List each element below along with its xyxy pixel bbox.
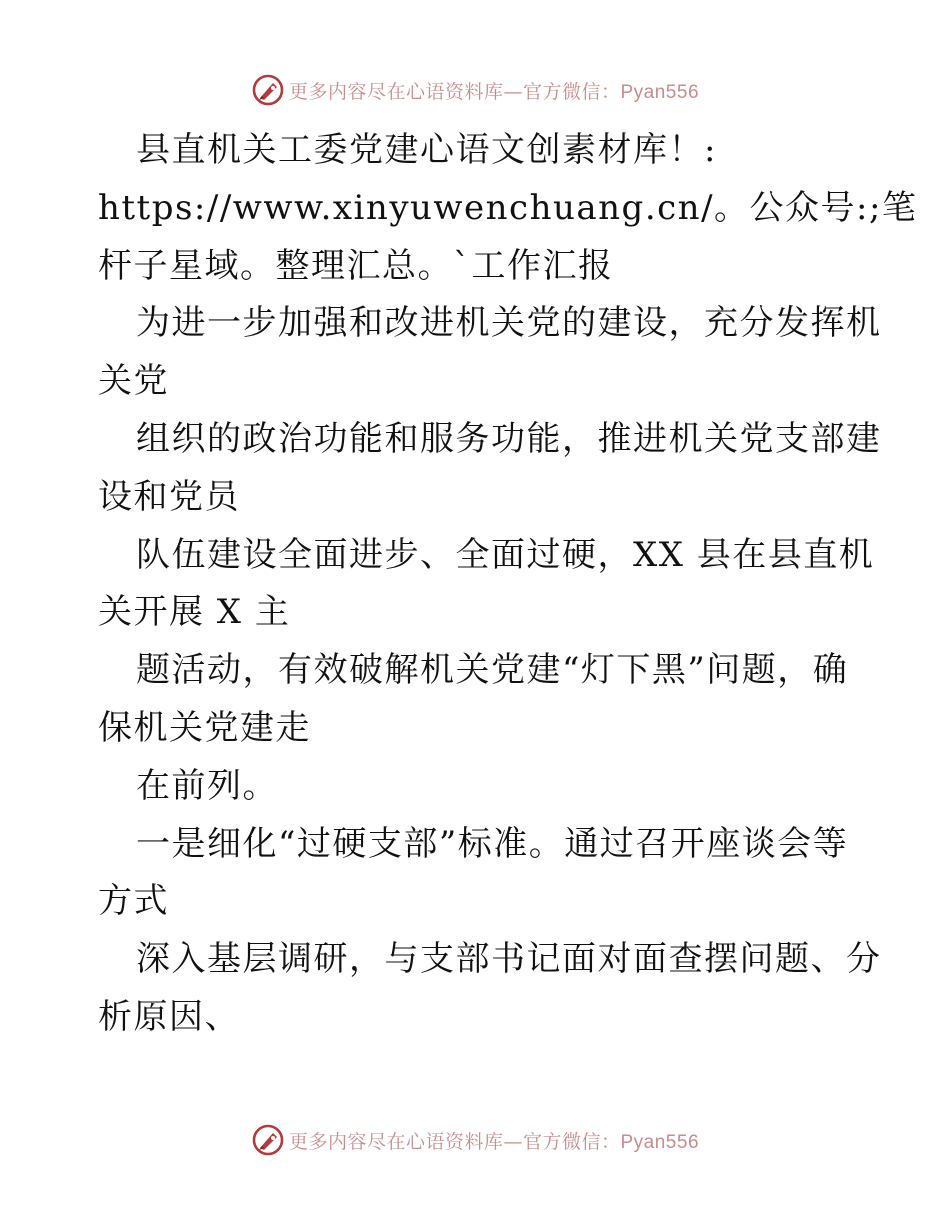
text-line: 设和党员 [98, 476, 240, 517]
pen-nib-logo-icon [251, 1123, 285, 1157]
header-banner-main: 更多内容尽在心语资料库—官方微信： [288, 80, 621, 103]
text-line: 方式 [98, 881, 169, 922]
footer-banner-inner [251, 1123, 699, 1157]
text-line: 一是细化“过硬支部”标准。通过召开座谈会等 [136, 823, 849, 864]
header-banner [0, 70, 950, 110]
header-banner-text [289, 77, 699, 104]
footer-banner-id: Pyan556 [620, 1131, 700, 1153]
footer-banner [0, 1120, 950, 1160]
pen-nib-logo-icon [251, 73, 285, 107]
text-line: 队伍建设全面进步、全面过硬，XX 县在县直机 [136, 534, 875, 575]
footer-banner-main: 更多内容尽在心语资料库—官方微信： [288, 1130, 621, 1153]
text-line: 关开展 X 主 [98, 592, 291, 633]
text-line: https://www.xinyuwenchuang.cn/。公众号:;笔 [98, 187, 918, 228]
text-line: 杆子星域。整理汇总。`工作汇报 [98, 245, 614, 286]
text-line: 保机关党建走 [98, 707, 311, 748]
text-line: 组织的政治功能和服务功能，推进机关党支部建 [136, 418, 882, 459]
text-line: 题活动，有效破解机关党建“灯下黑”问题，确 [136, 650, 849, 691]
text-line: 在前列。 [136, 765, 278, 806]
header-banner-inner [251, 73, 699, 107]
text-line: 析原因、 [98, 996, 240, 1037]
footer-banner-text [289, 1127, 699, 1154]
text-line: 县直机关工委党建心语文创素材库！: [136, 130, 717, 170]
text-line: 关党 [98, 361, 169, 402]
document-body [98, 122, 918, 1047]
text-line: 深入基层调研，与支部书记面对面查摆问题、分 [136, 939, 882, 980]
header-banner-id: Pyan556 [620, 81, 700, 103]
text-line: 为进一步加强和改进机关党的建设，充分发挥机 [136, 303, 882, 344]
